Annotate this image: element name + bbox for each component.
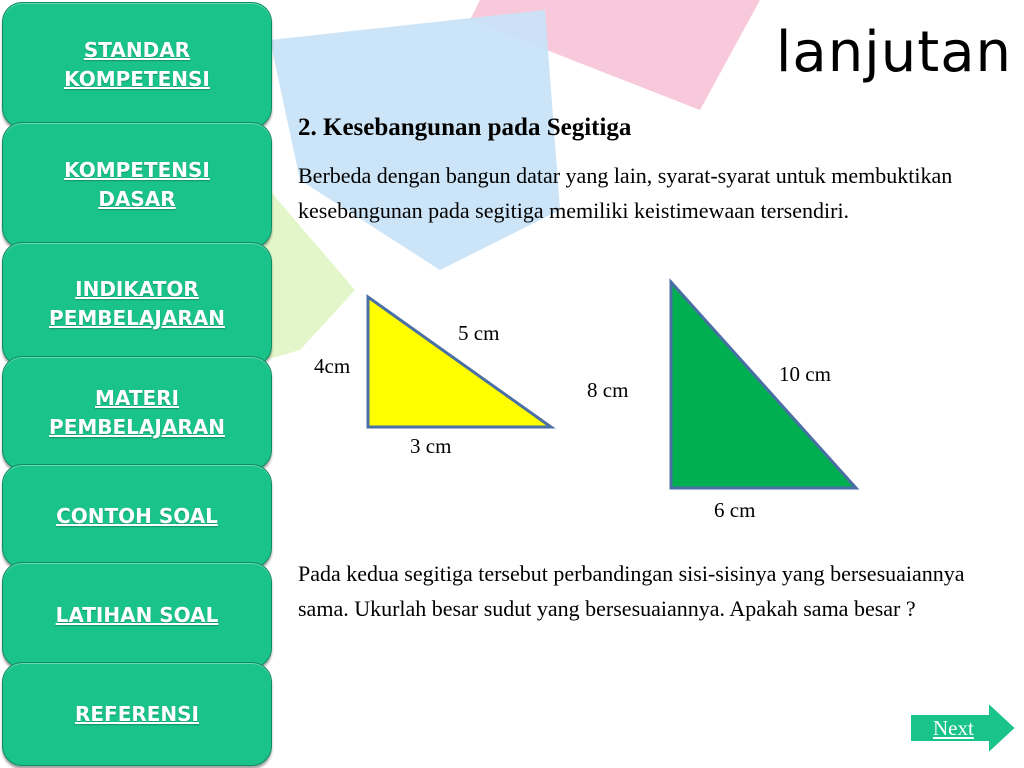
small-triangle: [368, 297, 551, 427]
intro-paragraph: Berbeda dengan bangun datar yang lain, syarat-syarat untuk membuktikan kesebangunan pada segitiga memiliki keistimewaan tersendiri.: [298, 163, 953, 223]
nav-label: MATERI PEMBELAJARAN: [49, 386, 225, 439]
small-base-label: 3 cm: [410, 434, 452, 458]
nav-label: REFERENSI: [74, 701, 200, 726]
large-hypotenuse-label: 10 cm: [779, 362, 831, 386]
large-vertical-label: 8 cm: [587, 378, 629, 402]
nav-label: STANDAR KOMPETENSI: [64, 38, 210, 91]
small-hypotenuse-label: 5 cm: [458, 321, 500, 345]
small-vertical-label: 4cm: [314, 354, 351, 378]
next-button[interactable]: Next: [933, 716, 974, 740]
nav-label: CONTOH SOAL: [56, 503, 218, 528]
section-heading: 2. Kesebangunan pada Segitiga: [298, 114, 632, 141]
nav-label: KOMPETENSI DASAR: [64, 158, 210, 211]
nav-label: INDIKATOR PEMBELAJARAN: [49, 277, 225, 330]
slide-title: lanjutan: [775, 20, 1012, 85]
large-base-label: 6 cm: [714, 498, 756, 522]
conclusion-paragraph: Pada kedua segitiga tersebut perbandingan sisi-sisinya yang bersesuaiannya sama. Ukurlah besar sudut yang bersesuaiannya. Apakah sama besar ?: [298, 561, 965, 621]
nav-label: LATIHAN SOAL: [55, 602, 219, 627]
